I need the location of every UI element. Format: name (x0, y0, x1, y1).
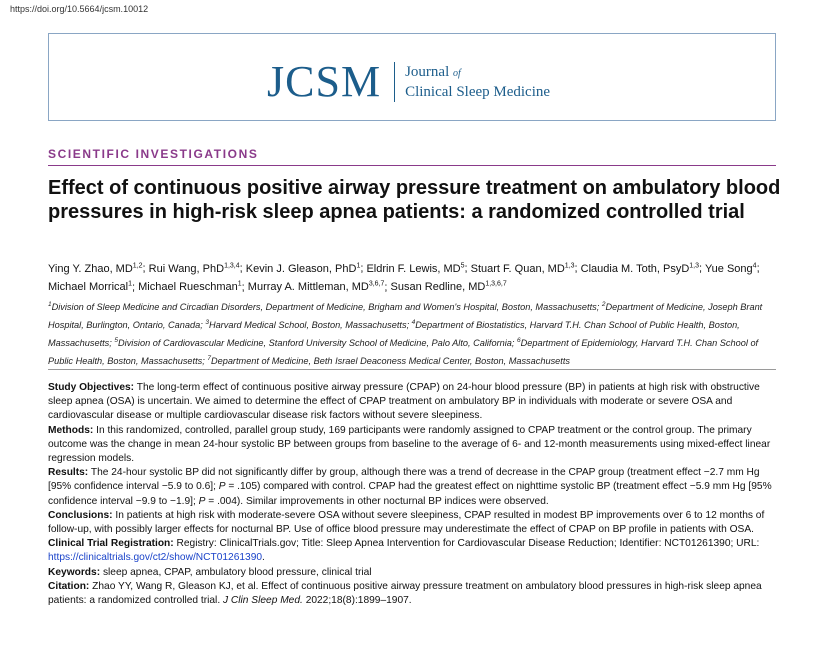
author-affiliation-ref: 1,3 (689, 262, 700, 269)
logo-divider (394, 62, 395, 102)
article-title: Effect of continuous positive airway pressure treatment on ambulatory blood pressures in high-risk sleep apnea patients: a randomized controlled trial (48, 177, 781, 223)
affiliation-text: Department of Medicine, Beth Israel Deaconess Medical Center, Boston, Massachusetts (210, 356, 570, 367)
doi-link[interactable]: https://doi.org/10.5664/jcsm.10012 (10, 4, 149, 14)
author-name: Yue Song (704, 262, 753, 275)
results-text-c: = .004). Similar improvements in other nocturnal BP indices were observed. (205, 495, 549, 507)
journal-name-of: of (453, 68, 461, 79)
author-name: Michael Rueschman (138, 281, 238, 294)
registration-heading: Clinical Trial Registration: (48, 538, 174, 550)
author-name: Eldrin F. Lewis, MD (366, 262, 461, 275)
methods-heading: Methods: (48, 424, 94, 436)
author (246, 263, 361, 275)
objectives-text: The long-term effect of continuous positive airway pressure (CPAP) on 24-hour blood pressure (BP) in patients at high risk with obstructive sleep apnea (OSA) is uncertain. We aimed to determine the effect of CPAP treatment on ambulatory BP in individuals with moderate or severe OSA and cardiovascular disease or multiple cardiovascular disease risk factors without severe sleepiness. (48, 382, 760, 422)
author (581, 263, 699, 275)
author-affiliation-ref: 1 (237, 280, 242, 288)
abstract-results (48, 466, 776, 509)
abstract-conclusions (48, 509, 776, 537)
author-name: Kevin J. Gleason, PhD (245, 262, 357, 275)
author-name: Michael Morrical (48, 281, 129, 294)
methods-text: In this randomized, controlled, parallel group study, 169 participants were randomly assigned to CPAP treatment or the control group. The primary outcome was the change in mean 24-hour systolic BP between groups from baseline to the average of 6- and 12-month measurements using mixed-effect linear regression models. (48, 424, 771, 465)
author (48, 263, 143, 275)
author-name: Stuart F. Quan, MD (470, 262, 565, 275)
results-heading: Results: (48, 467, 89, 479)
abstract-keywords (48, 566, 776, 580)
registration-url-link[interactable]: https://clinicaltrials.gov/ct2/show/NCT01261390 (48, 552, 263, 564)
author-name: Ying Y. Zhao, MD (48, 262, 133, 275)
author-name: Rui Wang, PhD (148, 262, 225, 275)
journal-banner (48, 33, 776, 121)
citation-journal: J Clin Sleep Med. (223, 595, 303, 607)
journal-name-line2: Clinical Sleep Medicine (405, 84, 551, 100)
section-divider (48, 165, 776, 166)
citation-text: Zhao YY, Wang R, Gleason KJ, et al. Effect of continuous positive airway pressure treatment on ambulatory blood pressures in high-risk sleep apnea patients: a randomized controlled trial. (48, 580, 762, 607)
author (138, 281, 242, 293)
affiliation-text: Department of Biostatistics, Harvard T.H. Chan School of Public Health, Boston, Massachusetts (48, 320, 740, 349)
author (149, 263, 240, 275)
author-name: Murray A. Mittleman, MD (247, 281, 369, 294)
author (471, 263, 575, 275)
results-p-symbol-2: P (198, 495, 206, 507)
affiliation-number: 1 (48, 301, 52, 308)
journal-acronym: JCSM (267, 57, 382, 106)
author-list: Ying Y. Zhao, MD$^{1,2}$; Rui Wang, PhD$^{1,3,4}$; Kevin J. Gleason, PhD$^1$; Eldrin F. Lewis, $MD^5$; Stuart F. Quan, MD$^{1,3}$; Claudia M. Toth, PsyD$^{1,3}$; Yue Song$^4$; Michael Morrical$^1$; Michael Rueschman$^1$; Murray A. Mittleman, MD$^{3,6,7}$; Susan Redline, MD$^{1,3,6,7}$ (48, 262, 760, 294)
conclusions-text: In patients at high risk with moderate-severe OSA without severe sleepiness, CPAP resulted in modest BP improvements over 6 to 12 months of follow-up, with possibly larger effects for nocturnal BP. Use of office blood pressure may underestimate the effect of CPAP on BP profile in patients with OSA. (48, 509, 765, 536)
author (705, 263, 757, 275)
keywords-text: sleep apnea, CPAP, ambulatory blood pressure, clinical trial (102, 566, 372, 578)
affiliation-text: Department of Medicine, Joseph Brant Hospital, Burlington, Ontario, Canada (48, 302, 763, 331)
abstract-divider (48, 369, 776, 370)
conclusions-heading: Conclusions: (48, 509, 113, 521)
registration-end: . (262, 552, 265, 564)
author (391, 281, 507, 293)
objectives-heading: Study Objectives: (48, 382, 135, 393)
journal-logo (267, 57, 551, 106)
abstract-methods (48, 424, 776, 467)
author-affiliation-ref: 5 (460, 262, 465, 269)
author (366, 263, 464, 275)
author-affiliation-ref: 1 (356, 262, 361, 269)
affiliation-list: $^1$Division of Sleep Medicine and Circadian Disorders, Department of Medicine, Brigham and Women's Hospital, Boston, Massachusetts; $^2$Department of Medicine, Joseph Brant Hospital, Burlington, Ontario, Canada; $^3$Harvard Medical School, Boston, Massachusetts; $^4$Department of Biostatistics, Harvard T.H. Chan School of Public Health, Boston, Massachusetts; $^5$Division of Cardiovascular Medicine, Stanford University School of Medicine, Palo Alto, California; $^6$Department of Epidemiology, Harvard T.H. Chan School of Public Health, Boston, Massachusetts; $^7$Department of Medicine, Beth Israel Deaconess Medical Center, Boston, Massachusetts (48, 301, 763, 367)
abstract-objectives (48, 381, 776, 424)
affiliation-number: 3 (205, 319, 209, 327)
author-affiliation-ref: 1,3,4 (224, 262, 240, 269)
citation-end: 2022;18(8):1899–1907. (305, 595, 412, 607)
author-name: Susan Redline, MD (390, 281, 486, 294)
registration-text: Registry: ClinicalTrials.gov; Title: Sleep Apnea Intervention for Cardiovascular Disease Reduction; Identifier: NCT01261390; URL: (176, 538, 760, 550)
results-text-b: = .105) compared with control. CPAP had the greatest effect on nighttime systolic BP (treatment effect −5.9 mm Hg [95% confidence interval −9.9 to −1.9]; (48, 481, 772, 507)
author-affiliation-ref: 1,3,6,7 (485, 280, 507, 288)
section-label: SCIENTIFIC INVESTIGATIONS (48, 147, 259, 161)
abstract (48, 381, 776, 608)
affiliation-number: 5 (114, 337, 119, 345)
affiliation-number: 4 (411, 319, 416, 327)
journal-name (405, 63, 550, 101)
abstract-registration (48, 537, 776, 565)
results-p-symbol-1: P (218, 481, 226, 493)
affiliation-text: Department of Epidemiology, Harvard T.H. Chan School of Public Health, Boston, Massachusetts (48, 338, 759, 367)
author (48, 281, 132, 293)
results-text-a: The 24-hour systolic BP did not significantly differ by group, although there was a trend of decrease in the CPAP group (treatment effect −2.7 mm Hg [95% confidence interval −5.9 to 0.6]; (48, 467, 760, 493)
affiliation-number: 7 (207, 355, 211, 363)
affiliation-text: Division of Cardiovascular Medicine, Stanford University School of Medicine, Palo Alto, California (118, 338, 512, 349)
journal-name-word: Journal (405, 64, 450, 80)
author-name: Claudia M. Toth, PsyD (580, 262, 690, 275)
affiliation-text: Division of Sleep Medicine and Circadian Disorders, Department of Medicine, Brigham and Women's Hospital, Boston, Massachusetts (51, 302, 597, 313)
author-affiliation-ref: 4 (752, 262, 757, 269)
citation-heading: Citation: (48, 580, 90, 592)
author-affiliation-ref: 1,2 (132, 262, 143, 269)
abstract-citation (48, 580, 776, 608)
keywords-heading: Keywords: (48, 566, 101, 578)
author (248, 281, 385, 293)
affiliation-number: 2 (601, 301, 606, 308)
affiliation-text: Harvard Medical School, Boston, Massachusetts (208, 320, 407, 331)
affiliation-number: 6 (517, 337, 521, 345)
author-affiliation-ref: 3,6,7 (368, 280, 385, 288)
author-affiliation-ref: 1,3 (564, 262, 575, 269)
author-affiliation-ref: 1 (128, 280, 132, 288)
